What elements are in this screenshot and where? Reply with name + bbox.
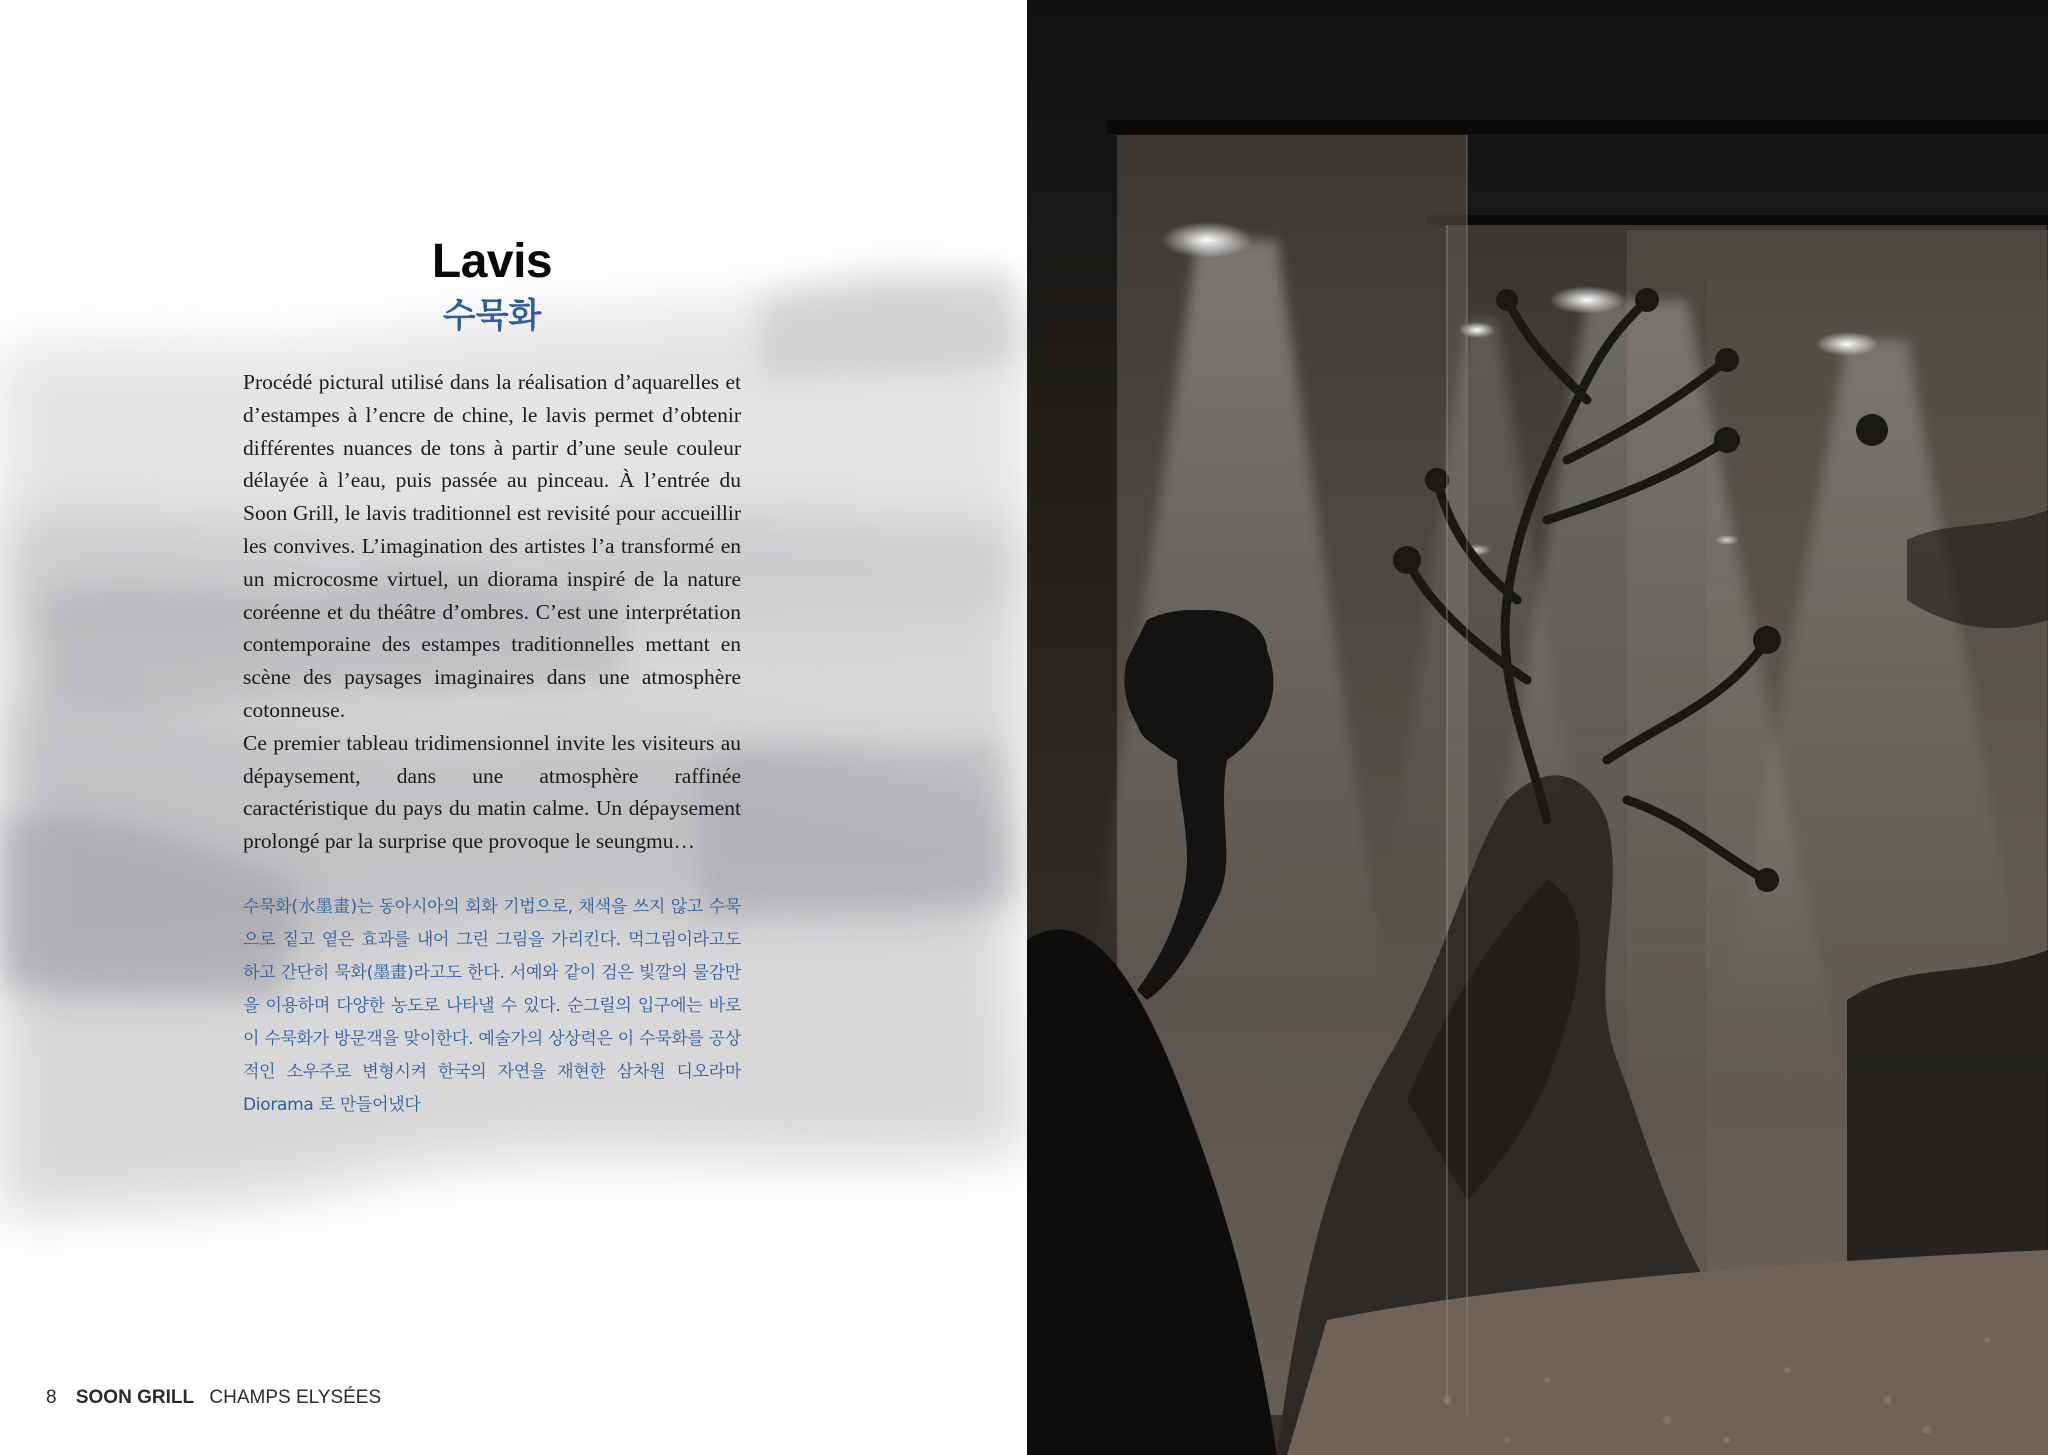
footer-brand: SOON GRILL (75, 1387, 195, 1408)
diorama-photo (1027, 0, 2048, 1455)
french-body (243, 366, 741, 858)
page-title: Lavis (431, 235, 553, 288)
korean-body: 수묵화(水墨畫)는 동아시아의 회화 기법으로, 채색을 쓰지 않고 수묵으로 짙고 옅은 효과를 내어 그린 그림을 가리킨다. 먹그림이라고도 하고 간단히 묵화(墨畫)라고도 한다. 서예와 같이 검은 빛깔의 물감만을 이용하며 다양한 농도로 나타낼 수 있다. 순그릴의 입구에는 바로 이 수묵화가 방문객을 맞이한다. 예술가의 상상력은 이 수묵화를 공상적인 소우주로 변형시켜 한국의 자연을 재현한 삼차원 디오라마 Diorama 로 만들어냈다 (243, 896, 741, 1115)
french-paragraph: Procédé pictural utilisé dans la réalisation d’aquarelles et d’estampes à l’encre de chine, le lavis permet d’obtenir différentes nuances de tons à partir d’une seule couleur délayée à l’eau, puis passée au pinceau. À l’entrée du Soon Grill, le lavis traditionnel est revisité pour accueillir les convives. L’imagination des artistes l’a transformé en un microcosme virtuel, un diorama inspiré de la nature coréenne et du théâtre d’ombres. C’est une interprétation contemporaine des estampes traditionnelles mettant en scène des paysages imaginaires dans une atmosphère cotonneuse. (243, 370, 741, 722)
page-footer (46, 1387, 381, 1409)
page-subtitle-korean: 수묵화 (442, 296, 542, 336)
page-number: 8 (46, 1387, 57, 1408)
article-column (243, 232, 741, 1122)
french-paragraph: Ce premier tableau tridimensionnel invite les visiteurs au dépaysement, dans une atmosphère raffinée caractéristique du pays du matin calme. Un dépaysement prolongé par la surprise que provoque le seungmu… (243, 730, 741, 854)
footer-location: CHAMPS ELYSÉES (209, 1387, 382, 1408)
diorama-illustration (1027, 0, 2048, 1455)
